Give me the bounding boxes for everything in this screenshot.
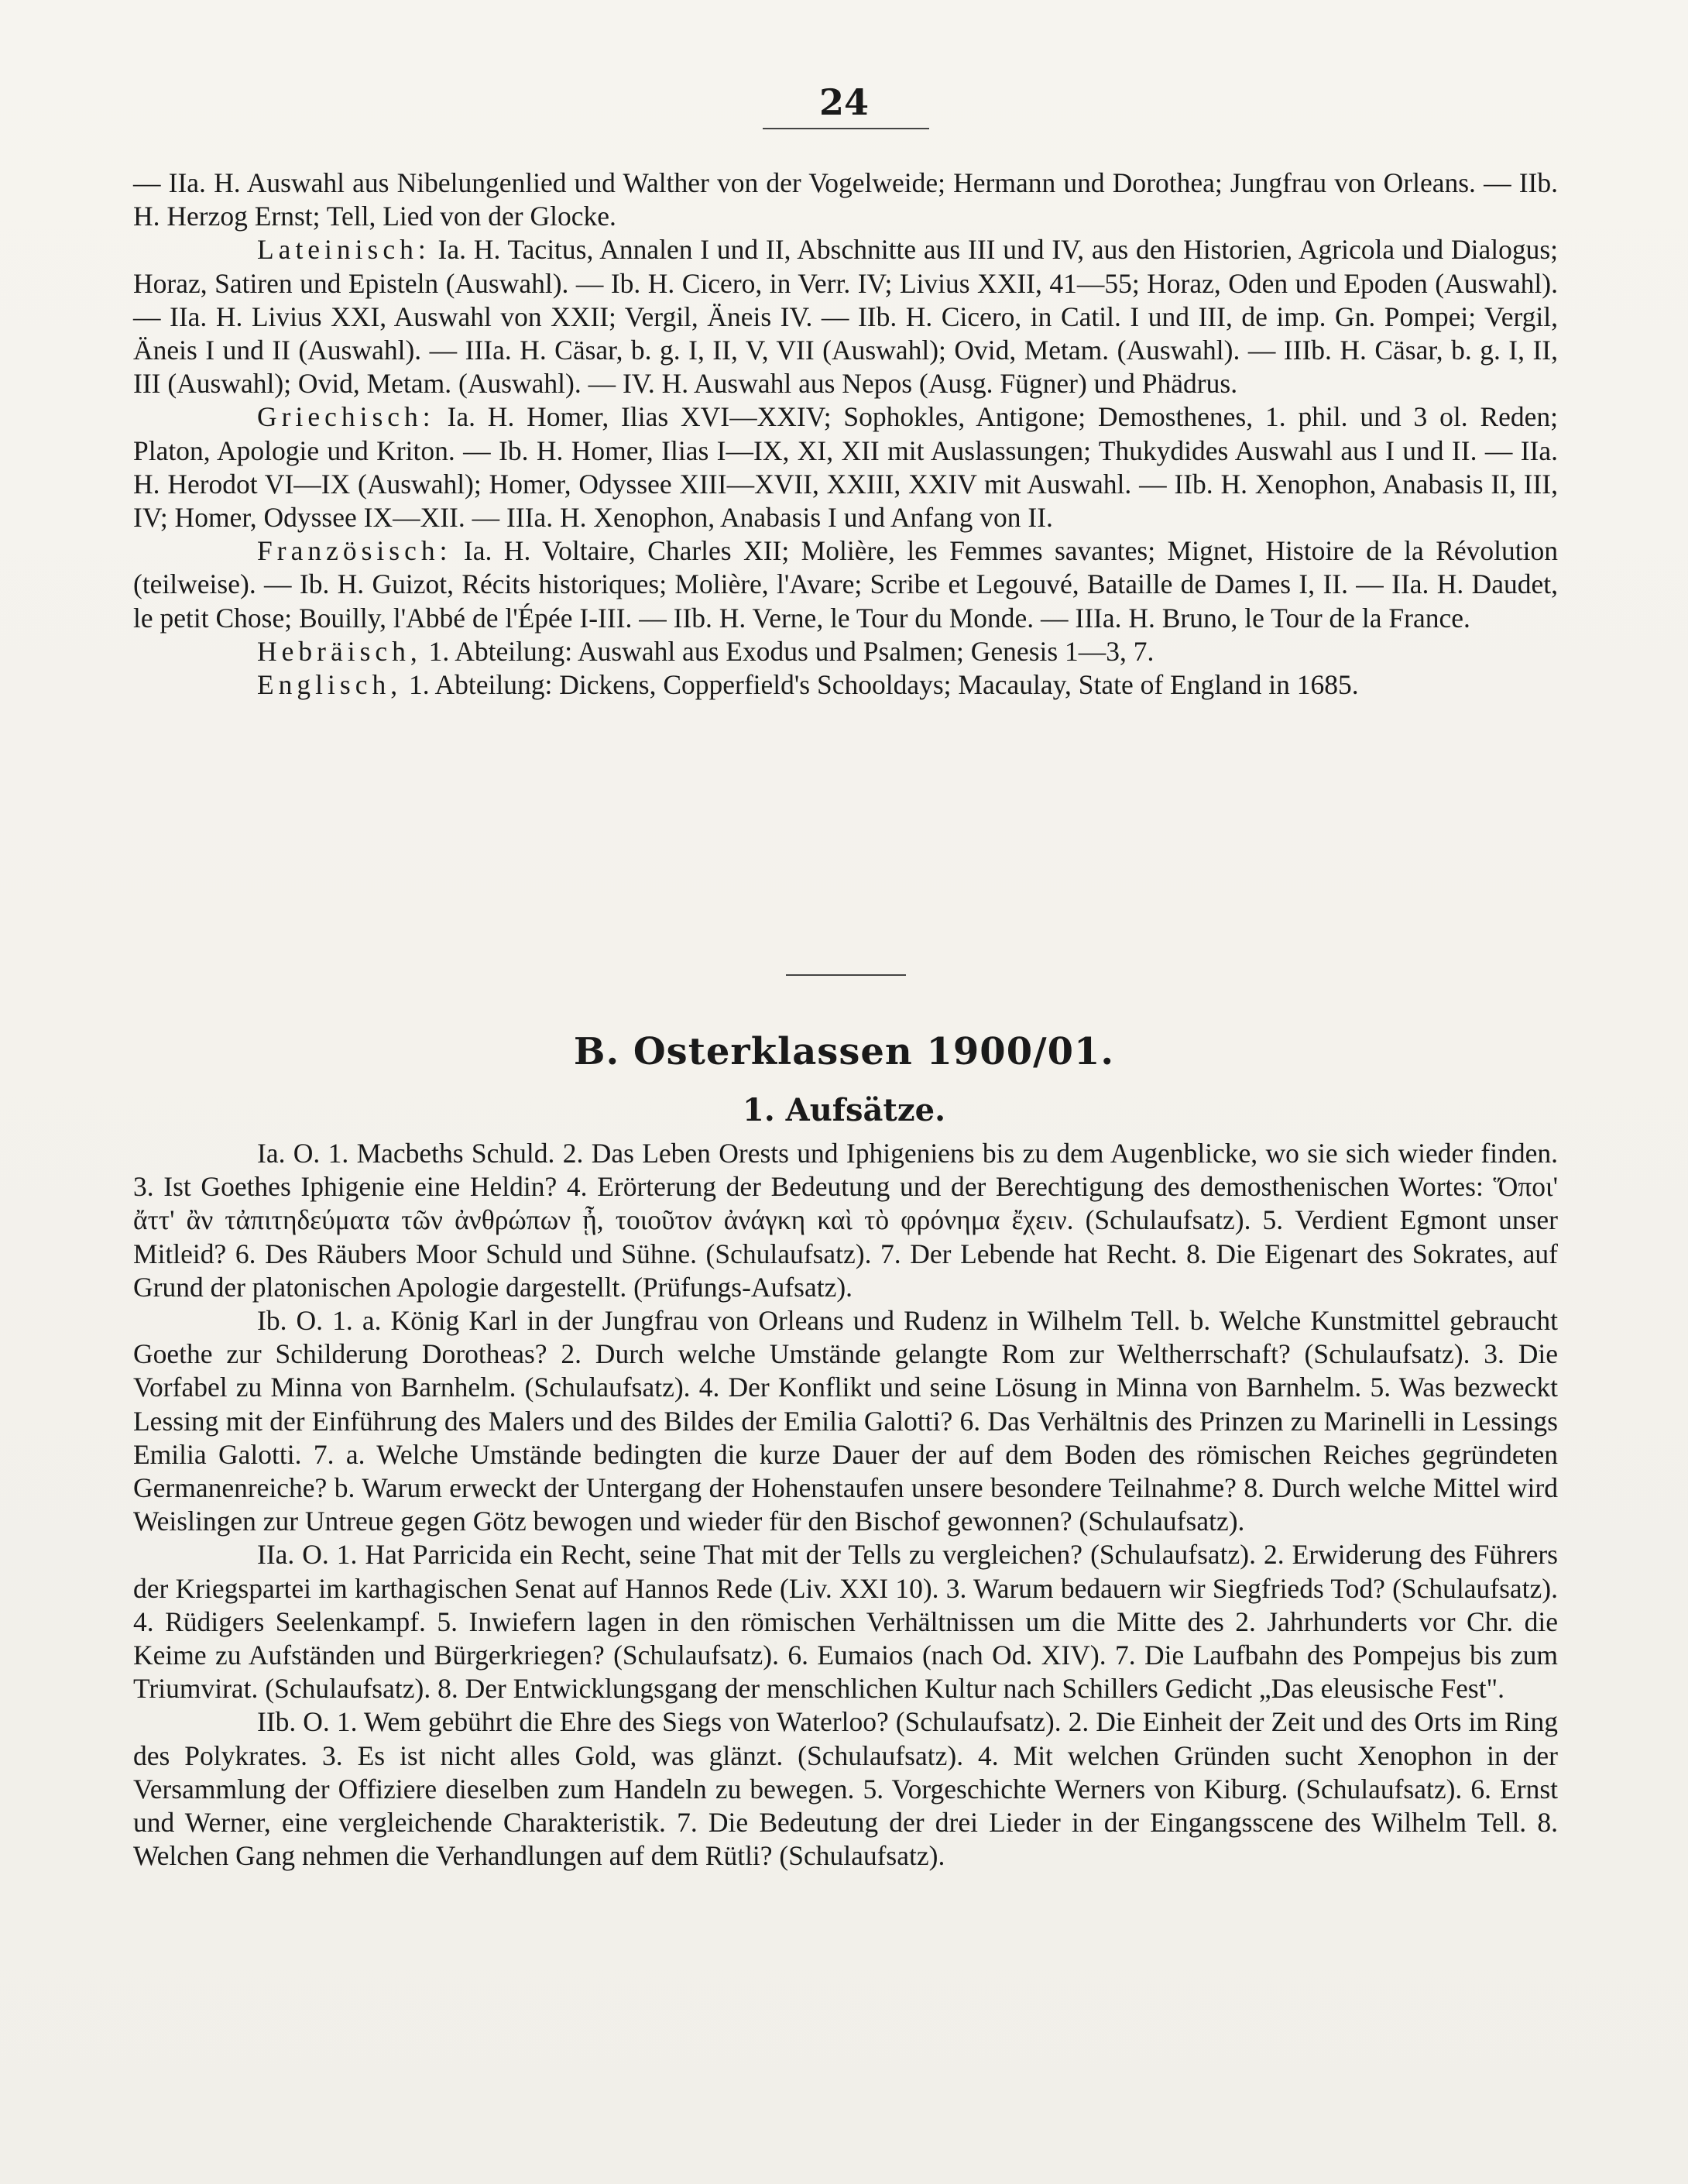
latein-paragraph xyxy=(133,233,1558,400)
hebraeisch-label: Hebräisch, xyxy=(257,635,422,667)
englisch-text: 1. Abteilung: Dickens, Copperfield's Schooldays; Macaulay, State of England in 1685. xyxy=(408,669,1359,701)
latein-text: Ia. H. Tacitus, Annalen I und II, Abschnitte aus III und IV, aus den Historien, Agricola und Dialogus; Horaz, Satiren und Episteln (Auswahl). — Ib. H. Cicero, in Verr. IV; Livius XXII, 41—55; Horaz, Oden und Epoden (Auswahl). — IIa. H. Livius XXI, Auswahl von XXII; Vergil, Äneis IV. — IIb. H. Cicero, in Catil. I und III, de imp. Gn. Pompei; Vergil, Äneis I und II (Auswahl). — IIIa. H. Cäsar, b. g. I, II, V, VII (Auswahl); Ovid, Metam. (Auswahl). — IIIb. H. Cäsar, b. g. I, II, III (Auswahl); Ovid, Metam. (Auswahl). — IV. H. Auswahl aus Nepos (Ausg. Fügner) und Phädrus. xyxy=(133,234,1559,400)
section-title: B. Osterklassen 1900/01. xyxy=(573,1030,1115,1073)
essay-topics-ia: Ia. O. 1. Macbeths Schuld. 2. Das Leben Orests und Iphigeniens bis zu dem Augenblicke, wo sie sich wieder finden. 3. Ist Goethes Iphigenie eine Heldin? 4. Erörterung der Bedeutung und der Berechtigung des demosthenischen Wortes: Ὅποι' ἄττ' ἂν τἀπιτηδεύματα τῶν ἀνθρώπων ᾖ, τοιοῦτον ἀνάγκη καὶ τὸ φρόνημα ἔχειν. (Schulaufsatz). 5. Verdient Egmont unser Mitleid? 6. Des Räubers Moor Schuld und Sühne. (Schulaufsatz). 7. Der Lebende hat Recht. 8. Die Eigenart des Sokrates, auf Grund der platonischen Apologie dargestellt. (Prüfungs-Aufsatz). xyxy=(133,1138,1558,1303)
griechisch-text: Ia. H. Homer, Ilias XVI—XXIV; Sophokles, Antigone; Demosthenes, 1. phil. und 3 ol. Reden; Platon, Apologie und Kriton. — Ib. H. Homer, Ilias I—IX, XI, XII mit Auslassungen; Thukydides Auswahl aus I und II. — IIa. H. Herodot VI—IX (Auswahl); Homer, Odyssee XIII—XVII, XXIII, XXIV mit Auswahl. — IIb. H. Xenophon, Anabasis II, III, IV; Homer, Odyssee IX—XII. — IIIa. H. Xenophon, Anabasis I und Anfang von II. xyxy=(133,401,1558,534)
essay-topics-iib: IIb. O. 1. Wem gebührt die Ehre des Siegs von Waterloo? (Schulaufsatz). 2. Die Einheit der Zeit und des Orts im Ring des Polykrates. 3. Es ist nicht alles Gold, was glänzt. (Schulaufsatz). 4. Mit welchen Gründen sucht Xenophon in der Versammlung der Offiziere dieselben zum Handeln zu bewegen. 5. Vorgeschichte Werners von Kiburg. (Schulaufsatz). 6. Ernst und Werner, eine vergleichende Charakteristik. 7. Die Bedeutung der drei Lieder in der Eingangsscene des Wilhelm Tell. 8. Welchen Gang nehmen die Verhandlungen auf dem Rütli? (Schulaufsatz). xyxy=(133,1706,1558,1872)
griechisch-label: Griechisch: xyxy=(257,401,435,433)
griechisch-paragraph xyxy=(133,400,1558,534)
essay-topics-section xyxy=(133,1137,1558,1873)
hebraeisch-paragraph xyxy=(133,635,1558,668)
englisch-label: Englisch, xyxy=(257,669,403,701)
franzoesisch-text: Ia. H. Voltaire, Charles XII; Molière, les Femmes savantes; Mignet, Histoire de la Révolution (teilweise). — Ib. H. Guizot, Récits historiques; Molière, l'Avare; Scribe et Legouvé, Bataille de Dames I, II. — IIa. H. Daudet, le petit Chose; Bouilly, l'Abbé de l'Épée I-III. — IIb. H. Verne, le Tour du Monde. — IIIa. H. Bruno, le Tour de la France. xyxy=(133,535,1559,634)
essay-topics-iia: IIa. O. 1. Hat Parricida ein Recht, seine That mit der Tells zu vergleichen? (Schulaufsatz). 2. Erwiderung des Führers der Kriegspartei im karthagischen Senat auf Hannos Rede (Liv. XXI 10). 3. Warum bedauern wir Siegfrieds Tod? (Schulaufsatz). 4. Rüdigers Seelenkampf. 5. Inwiefern lagen in den römischen Verhältnissen um die Mitte des 2. Jahrhunderts vor Chr. die Keime zu Aufständen und Bürgerkriegen? (Schulaufsatz). 6. Eumaios (nach Od. XIV). 7. Die Laufbahn des Pompejus bis zum Triumvirat. (Schulaufsatz). 8. Der Entwicklungsgang der menschlichen Kultur nach Schillers Gedicht „Das eleusische Fest". xyxy=(133,1539,1558,1705)
section-subtitle: 1. Aufsätze. xyxy=(742,1092,945,1128)
franzoesisch-paragraph xyxy=(133,534,1558,635)
hebraeisch-text: 1. Abteilung: Auswahl aus Exodus und Psalmen; Genesis 1—3, 7. xyxy=(428,635,1154,667)
deutsch-continuation: — IIa. H. Auswahl aus Nibelungenlied und Walther von der Vogelweide; Hermann und Dorothea; Jungfrau von Orleans. — IIb. H. Herzog Ernst; Tell, Lied von der Glocke. xyxy=(133,167,1558,232)
section-divider xyxy=(786,974,906,976)
reading-list-section xyxy=(133,167,1558,702)
page-number: 24 xyxy=(818,81,869,123)
header-rule xyxy=(763,128,929,129)
franzoesisch-label: Französisch: xyxy=(257,535,452,567)
englisch-paragraph xyxy=(133,668,1558,702)
essay-topics-ib: Ib. O. 1. a. König Karl in der Jungfrau von Orleans und Rudenz in Wilhelm Tell. b. Welche Kunstmittel gebraucht Goethe zur Schilderung Dorotheas? 2. Durch welche Umstände gelangte Rom zur Weltherrschaft? (Schulaufsatz). 3. Die Vorfabel zu Minna von Barnhelm. (Schulaufsatz). 4. Der Konflikt und seine Lösung in Minna von Barnhelm. 5. Was bezweckt Lessing mit der Einführung des Malers und des Bildes der Emilia Galotti? 6. Das Verhältnis des Prinzen zu Marinelli in Lessings Emilia Galotti. 7. a. Welche Umstände bedingten die kurze Dauer der auf dem Boden des römischen Reiches gegründeten Germanenreiche? b. Warum erweckt der Untergang der Hohenstaufen unsere besondere Teilnahme? 8. Durch welche Mittel wird Weislingen zur Untreue gegen Götz bewogen und wieder für den Bischof gewonnen? (Schulaufsatz). xyxy=(133,1305,1558,1537)
latein-label: Lateinisch: xyxy=(257,234,431,266)
